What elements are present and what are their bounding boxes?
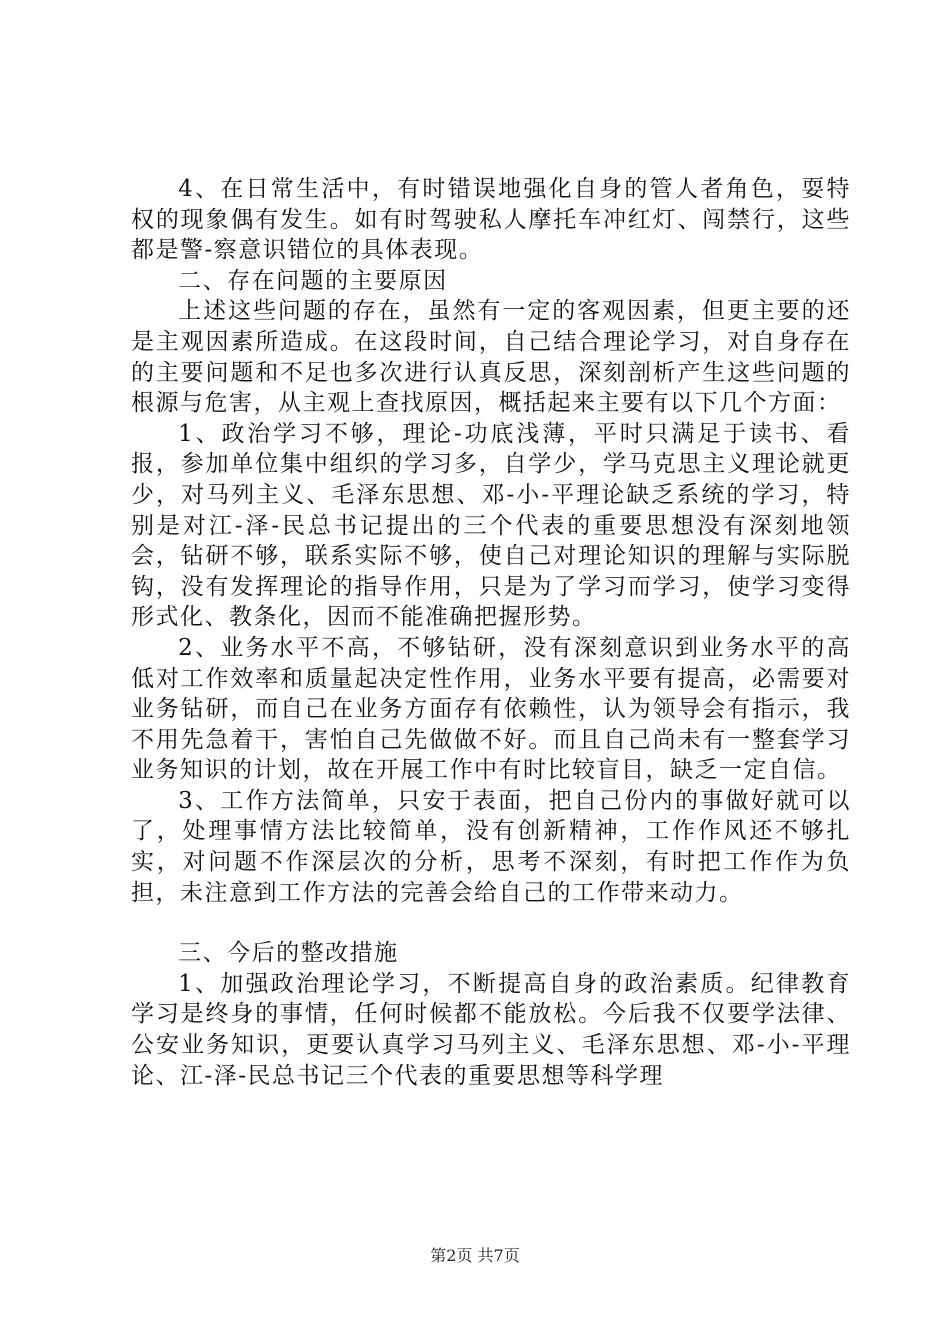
paragraph-cause-3: 3、工作方法简单，只安于表面，把自己份内的事做好就可以了，处理事情方法比较简单，没有创新精神，工作作风还不够扎实，对问题不作深层次的分析，思考不深刻，有时把工作作为负担，未注意到工作方法的完善会给自己的工作带来动力。	[131, 787, 851, 906]
document-body	[131, 174, 851, 1091]
paragraph-spacer	[131, 908, 851, 938]
paragraph-cause-2: 2、业务水平不高，不够钻研，没有深刻意识到业务水平的高低对工作效率和质量起决定性作用，业务水平要有提高，必需要对业务钻研，而自己在业务方面存有依赖性，认为领导会有指示，我不用先急着干，害怕自己先做做不好。而且自己尚未有一整套学习业务知识的计划，故在开展工作中有时比较盲目，缺乏一定自信。	[131, 634, 851, 784]
section-heading-measures: 三、今后的整改措施	[178, 940, 399, 967]
paragraph-item-4: 4、在日常生活中，有时错误地强化自身的管人者角色，耍特权的现象偶有发生。如有时驾驶私人摩托车冲红灯、闯禁行，这些都是警-察意识错位的具体表现。	[131, 176, 851, 264]
paragraph-measure-1: 1、加强政治理论学习，不断提高自身的政治素质。纪律教育学习是终身的事情，任何时候都不能放松。今后我不仅要学法律、公安业务知识，更要认真学习马列主义、毛泽东思想、邓-小-平理论、江-泽-民总书记三个代表的重要思想等科学理	[131, 970, 851, 1089]
section-heading-causes: 二、存在问题的主要原因	[178, 267, 448, 294]
page-number-footer: 第2页 共7页	[430, 1246, 520, 1265]
paragraph-cause-1: 1、政治学习不够，理论-功底浅薄，平时只满足于读书、看报，参加单位集中组织的学习多，自学少，学马克思主义理论就更少，对马列主义、毛泽东思想、邓-小-平理论缺乏系统的学习，特别是对江-泽-民总书记提出的三个代表的重要思想没有深刻地领会，钻研不够，联系实际不够，使自己对理论知识的理解与实际脱钩，没有发挥理论的指导作用，只是为了学习而学习，使学习变得形式化、教条化，因而不能准确把握形势。	[131, 420, 851, 631]
paragraph-causes-intro: 上述这些问题的存在，虽然有一定的客观因素，但更主要的还是主观因素所造成。在这段时间，自己结合理论学习，对自身存在的主要问题和不足也多次进行认真反思，深刻剖析产生这些问题的根源与危害，从主观上查找原因，概括起来主要有以下几个方面：	[131, 298, 851, 417]
